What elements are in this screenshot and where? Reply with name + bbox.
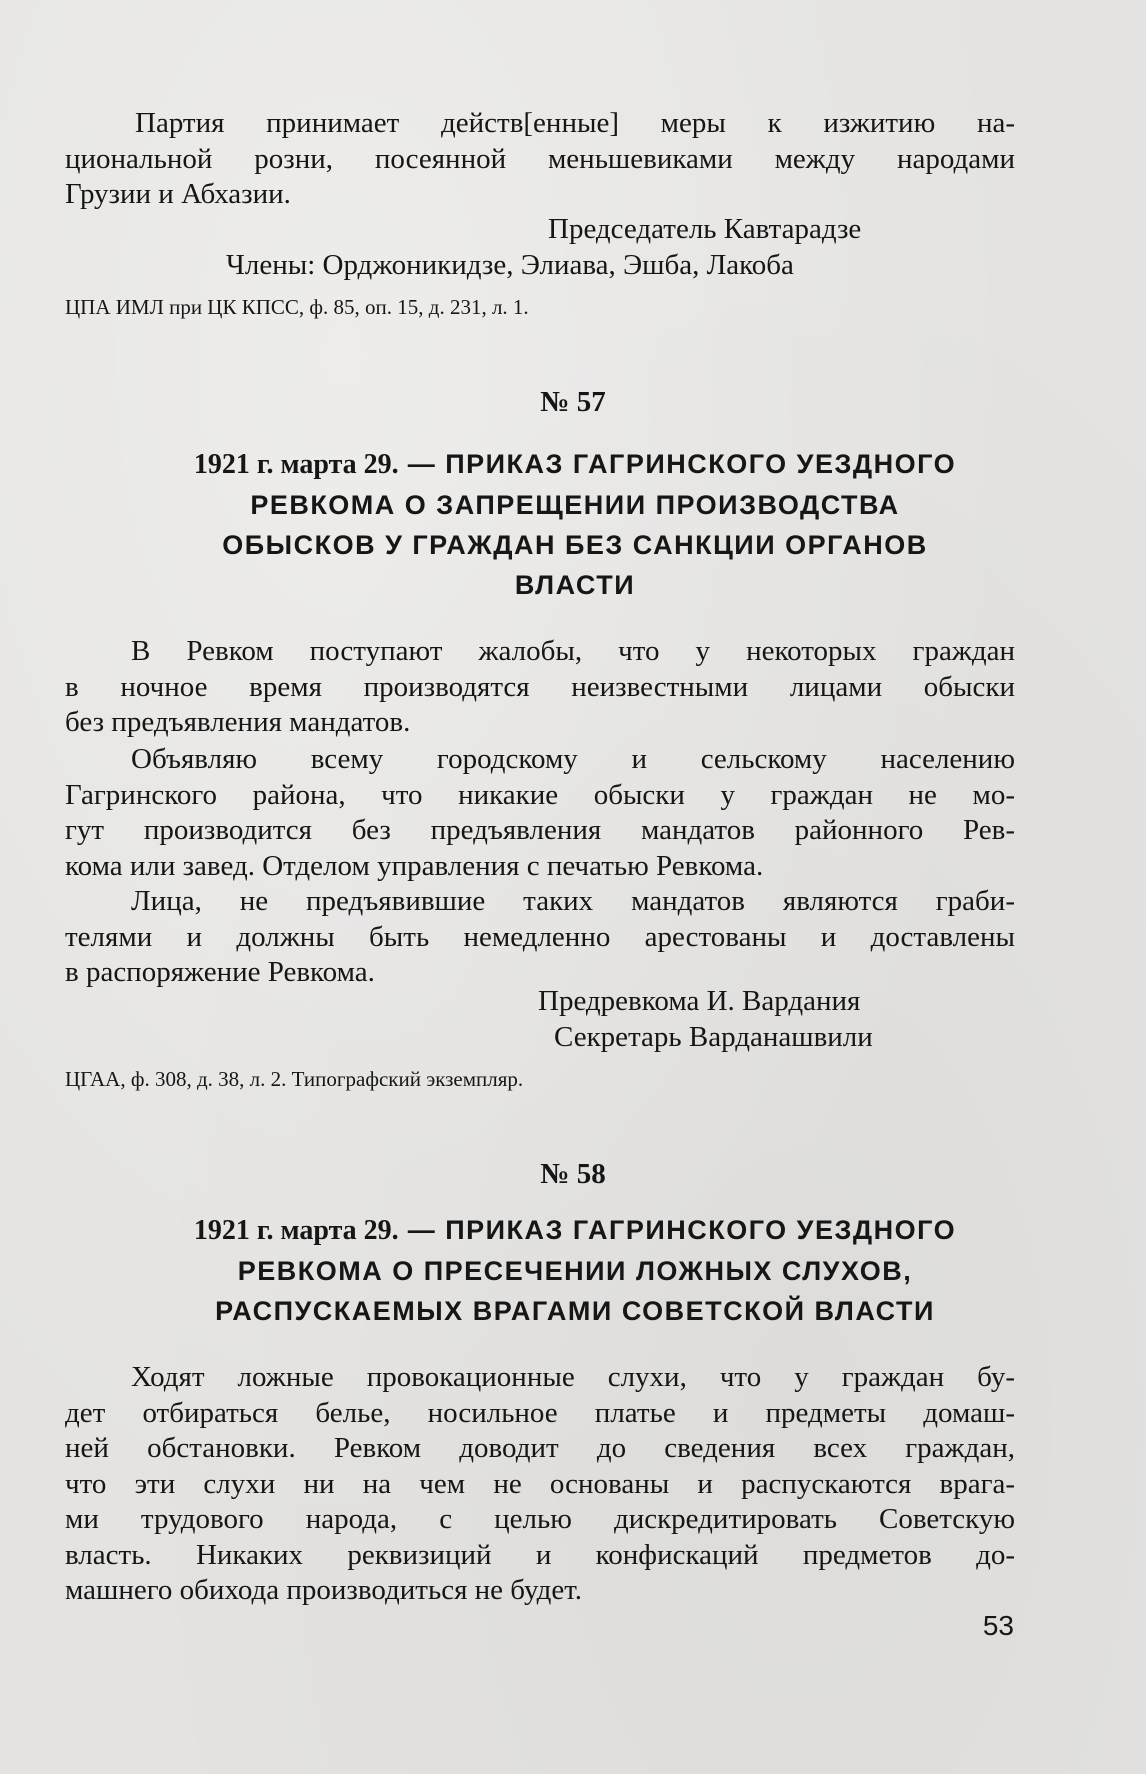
signature-chairman: Предревкома И. Вардания [538, 985, 861, 1017]
text-line: В Ревком поступают жалобы, что у некоторых граждан [131, 635, 1015, 667]
text-line: без предъявления мандатов. [65, 706, 411, 738]
signature-secretary: Секретарь Варданашвили [554, 1021, 873, 1053]
text-line: в ночное время производятся неизвестными лицами обыски [65, 670, 1015, 703]
title-line-text: — ПРИКАЗ ГАГРИНСКОГО УЕЗДНОГО [407, 449, 957, 479]
document-number: № 57 [540, 386, 606, 418]
text-line: гут производится без предъявления мандатов районного Рев- [65, 814, 1015, 846]
top-paragraph [65, 106, 1015, 213]
title-line [60, 1210, 1090, 1251]
title-line: РЕВКОМА О ЗАПРЕЩЕНИИ ПРОИЗВОДСТВА [250, 490, 900, 520]
text-line: кома или завед. Отделом управления с печатью Ревкома. [65, 849, 764, 882]
paragraph [65, 634, 1015, 741]
document-title [60, 1210, 1090, 1331]
text-line: Грузии и Абхазии. [65, 178, 291, 210]
text-line: циональной розни, посеянной меньшевиками между народами [65, 142, 1015, 175]
text-line: Лица, не предъявившие таких мандатов являются граби- [131, 885, 1015, 917]
title-line: ОБЫСКОВ У ГРАЖДАН БЕЗ САНКЦИИ ОРГАНОВ [222, 530, 928, 560]
text-line: власть. Никаких реквизиций и конфискаций предметов до- [65, 1538, 1015, 1571]
text-line: дет отбираться белье, носильное платье и предметы домаш- [65, 1396, 1015, 1429]
title-line: РЕВКОМА О ПРЕСЕЧЕНИИ ЛОЖНЫХ СЛУХОВ, [237, 1256, 913, 1286]
text-line: Объявляю всему городскому и сельскому населению [131, 743, 1015, 775]
title-line: ВЛАСТИ [514, 570, 636, 600]
document-date: 1921 г. марта 29. [193, 449, 399, 480]
document-title [60, 444, 1090, 605]
text-line: ми трудового народа, с целью дискредитировать Советскую [65, 1503, 1015, 1535]
signature-chairman: Председатель Кавтарадзе [548, 213, 862, 245]
text-line: телями и должны быть немедленно арестованы и доставлены [65, 920, 1015, 953]
title-line-text: — ПРИКАЗ ГАГРИНСКОГО УЕЗДНОГО [407, 1215, 957, 1245]
archive-source: ЦПА ИМЛ при ЦК КПСС, ф. 85, оп. 15, д. 231, л. 1. [65, 295, 529, 319]
text-line: ней обстановки. Ревком доводит до сведения всех граждан, [65, 1432, 1015, 1464]
text-line: Ходят ложные провокационные слухи, что у граждан бу- [131, 1361, 1015, 1393]
text-line: машнего обихода производиться не будет. [65, 1574, 583, 1606]
document-date: 1921 г. марта 29. [193, 1215, 399, 1246]
signature-members: Члены: Орджоникидзе, Элиава, Эшба, Лакоба [226, 249, 794, 281]
page-number: 53 [982, 1610, 1014, 1641]
text-line: Партия принимает действ[енные] меры к изжитию на- [135, 107, 1015, 139]
title-line [60, 444, 1090, 485]
paragraph [65, 1360, 1015, 1609]
text-line: Гагринского района, что никакие обыски у граждан не мо- [65, 778, 1015, 811]
paragraph [65, 884, 1015, 991]
text-line: в распоряжение Ревкома. [65, 956, 375, 988]
title-line: РАСПУСКАЕМЫХ ВРАГАМИ СОВЕТСКОЙ ВЛАСТИ [215, 1296, 935, 1326]
paragraph [65, 742, 1015, 884]
text-line: что эти слухи ни на чем не основаны и распускаются врага- [65, 1467, 1015, 1500]
document-number: № 58 [540, 1158, 606, 1190]
archive-source: ЦГАА, ф. 308, д. 38, л. 2. Типографский экземпляр. [65, 1067, 524, 1091]
